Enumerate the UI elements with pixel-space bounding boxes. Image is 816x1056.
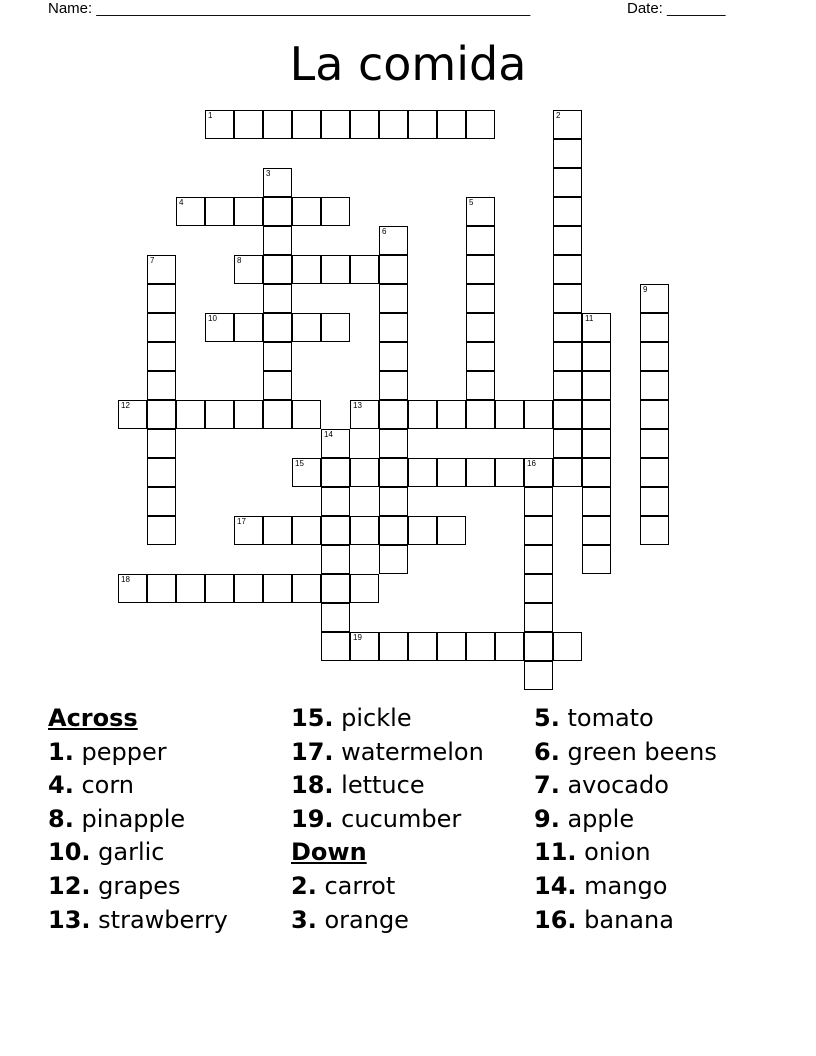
clue-across-17: 17. watermelon: [291, 737, 484, 766]
clue-number: 18: [121, 575, 130, 584]
crossword-cell[interactable]: [292, 516, 321, 545]
crossword-cell[interactable]: [640, 400, 669, 429]
crossword-cell[interactable]: [524, 545, 553, 574]
crossword-cell[interactable]: [118, 574, 147, 603]
crossword-cell[interactable]: [582, 429, 611, 458]
clue-number: 16: [527, 459, 536, 468]
crossword-cell[interactable]: [582, 371, 611, 400]
crossword-cell[interactable]: [379, 313, 408, 342]
clue-number: 4: [179, 198, 184, 207]
crossword-cell[interactable]: [553, 371, 582, 400]
crossword-cell[interactable]: [292, 400, 321, 429]
crossword-cell[interactable]: [582, 545, 611, 574]
crossword-cell[interactable]: [147, 574, 176, 603]
crossword-cell[interactable]: [263, 574, 292, 603]
crossword-cell[interactable]: [524, 574, 553, 603]
clue-across-15: 15. pickle: [291, 704, 412, 732]
crossword-cell[interactable]: [147, 516, 176, 545]
crossword-cell[interactable]: [321, 545, 350, 574]
crossword-cell[interactable]: [321, 516, 350, 545]
crossword-cell[interactable]: [292, 574, 321, 603]
crossword-cell[interactable]: [640, 342, 669, 371]
clue-down-3: 3. orange: [291, 905, 409, 934]
crossword-cell[interactable]: [147, 284, 176, 313]
crossword-cell[interactable]: [553, 313, 582, 342]
crossword-cell[interactable]: [524, 400, 553, 429]
name-blank[interactable]: ____________________________________________________: [96, 0, 531, 17]
crossword-cell[interactable]: [466, 226, 495, 255]
crossword-cell[interactable]: [553, 429, 582, 458]
crossword-cell[interactable]: [553, 255, 582, 284]
crossword-cell[interactable]: [234, 110, 263, 139]
crossword-cell[interactable]: [147, 400, 176, 429]
crossword-cell[interactable]: [582, 342, 611, 371]
crossword-cell[interactable]: [582, 487, 611, 516]
crossword-cell[interactable]: [263, 168, 292, 197]
crossword-cell[interactable]: [176, 400, 205, 429]
crossword-cell[interactable]: [524, 632, 553, 661]
clue-across-10: 10. garlic: [48, 838, 165, 867]
clue-number: 11: [585, 314, 594, 323]
crossword-cell[interactable]: [379, 110, 408, 139]
crossword-cell[interactable]: [321, 197, 350, 226]
crossword-cell[interactable]: [292, 110, 321, 139]
crossword-cell[interactable]: [524, 487, 553, 516]
clue-down-2: 2. carrot: [291, 871, 396, 900]
crossword-cell[interactable]: [437, 516, 466, 545]
crossword-cell[interactable]: [495, 458, 524, 487]
crossword-cell[interactable]: [553, 139, 582, 168]
crossword-cell[interactable]: [234, 574, 263, 603]
crossword-cell[interactable]: [640, 487, 669, 516]
crossword-cell[interactable]: [147, 342, 176, 371]
crossword-cell[interactable]: [466, 255, 495, 284]
crossword-cell[interactable]: [234, 516, 263, 545]
clue-down-6: 6. green beens: [534, 737, 717, 766]
crossword-cell[interactable]: [379, 400, 408, 429]
crossword-cell[interactable]: [147, 458, 176, 487]
crossword-cell[interactable]: [321, 110, 350, 139]
crossword-cell[interactable]: [263, 110, 292, 139]
crossword-cell[interactable]: [292, 313, 321, 342]
clue-number: 14: [324, 430, 333, 439]
crossword-cell[interactable]: [118, 400, 147, 429]
crossword-cell[interactable]: [582, 400, 611, 429]
crossword-cell[interactable]: [292, 197, 321, 226]
name-label: Name:: [48, 0, 97, 17]
crossword-cell[interactable]: [263, 255, 292, 284]
clue-number: 6: [382, 227, 387, 236]
crossword-cell[interactable]: [408, 458, 437, 487]
clue-across-1: 1. pepper: [48, 737, 167, 766]
clue-across-18: 18. lettuce: [291, 771, 425, 800]
crossword-cell[interactable]: [553, 110, 582, 139]
down-heading: Down: [291, 838, 367, 867]
crossword-cell[interactable]: [321, 632, 350, 661]
clue-number: 1: [208, 111, 213, 120]
crossword-cell[interactable]: [582, 313, 611, 342]
crossword-cell[interactable]: [466, 342, 495, 371]
crossword-cell[interactable]: [379, 632, 408, 661]
crossword-cell[interactable]: [379, 371, 408, 400]
clue-number: 8: [237, 256, 242, 265]
crossword-cell[interactable]: [553, 400, 582, 429]
crossword-cell[interactable]: [350, 574, 379, 603]
clue-number: 19: [353, 633, 362, 642]
crossword-cell[interactable]: [321, 313, 350, 342]
crossword-cell[interactable]: [321, 487, 350, 516]
crossword-cell[interactable]: [437, 110, 466, 139]
crossword-cell[interactable]: [147, 371, 176, 400]
crossword-cell[interactable]: [553, 632, 582, 661]
crossword-cell[interactable]: [263, 400, 292, 429]
crossword-cell[interactable]: [553, 342, 582, 371]
crossword-cell[interactable]: [553, 168, 582, 197]
crossword-cell[interactable]: [350, 458, 379, 487]
crossword-cell[interactable]: [263, 516, 292, 545]
crossword-cell[interactable]: [350, 632, 379, 661]
crossword-cell[interactable]: [553, 458, 582, 487]
crossword-cell[interactable]: [408, 516, 437, 545]
crossword-cell[interactable]: [553, 284, 582, 313]
crossword-cell[interactable]: [147, 429, 176, 458]
crossword-cell[interactable]: [524, 458, 553, 487]
crossword-cell[interactable]: [379, 516, 408, 545]
clue-number: 12: [121, 401, 130, 410]
crossword-cell[interactable]: [379, 429, 408, 458]
crossword-cell[interactable]: [437, 400, 466, 429]
crossword-cell[interactable]: [147, 487, 176, 516]
crossword-cell[interactable]: [234, 197, 263, 226]
clue-number: 2: [556, 111, 561, 120]
crossword-cell[interactable]: [437, 632, 466, 661]
crossword-cell[interactable]: [321, 458, 350, 487]
crossword-cell[interactable]: [234, 313, 263, 342]
crossword-cell[interactable]: [379, 545, 408, 574]
crossword-cell[interactable]: [466, 110, 495, 139]
clue-number: 17: [237, 517, 246, 526]
crossword-cell[interactable]: [205, 574, 234, 603]
crossword-cell[interactable]: [263, 284, 292, 313]
crossword-cell[interactable]: [553, 226, 582, 255]
crossword-cell[interactable]: [408, 400, 437, 429]
clue-down-9: 9. apple: [534, 804, 635, 833]
clue-number: 15: [295, 459, 304, 468]
clue-number: 10: [208, 314, 217, 323]
crossword-cell[interactable]: [437, 458, 466, 487]
crossword-cell[interactable]: [205, 197, 234, 226]
crossword-cell[interactable]: [466, 313, 495, 342]
crossword-cell[interactable]: [640, 313, 669, 342]
crossword-cell[interactable]: [524, 603, 553, 632]
clue-down-14: 14. mango: [534, 871, 668, 900]
crossword-cell[interactable]: [263, 313, 292, 342]
crossword-cell[interactable]: [524, 516, 553, 545]
clue-down-11: 11. onion: [534, 838, 651, 867]
crossword-cell[interactable]: [466, 400, 495, 429]
crossword-cell[interactable]: [553, 197, 582, 226]
crossword-cell[interactable]: [147, 313, 176, 342]
crossword-cell[interactable]: [263, 342, 292, 371]
crossword-cell[interactable]: [408, 110, 437, 139]
clue-down-16: 16. banana: [534, 905, 674, 934]
crossword-cell[interactable]: [321, 574, 350, 603]
crossword-cell[interactable]: [234, 400, 263, 429]
crossword-cell[interactable]: [379, 255, 408, 284]
crossword-cell[interactable]: [466, 197, 495, 226]
clue-number: 3: [266, 169, 271, 178]
clue-across-8: 8. pinapple: [48, 804, 186, 833]
crossword-cell[interactable]: [466, 632, 495, 661]
crossword-cell[interactable]: [379, 342, 408, 371]
crossword-cell[interactable]: [263, 371, 292, 400]
crossword-cell[interactable]: [234, 255, 263, 284]
crossword-cell[interactable]: [582, 458, 611, 487]
crossword-cell[interactable]: [263, 197, 292, 226]
clue-down-7: 7. avocado: [534, 771, 669, 800]
clue-column-1: [48, 702, 228, 937]
crossword-cell[interactable]: [292, 255, 321, 284]
crossword-cell[interactable]: [292, 458, 321, 487]
crossword-cell[interactable]: [640, 371, 669, 400]
crossword-cell[interactable]: [350, 400, 379, 429]
crossword-cell[interactable]: [466, 371, 495, 400]
crossword-cell[interactable]: [350, 516, 379, 545]
crossword-cell[interactable]: [640, 458, 669, 487]
clue-across-19: 19. cucumber: [291, 804, 462, 833]
crossword-cell[interactable]: [640, 284, 669, 313]
crossword-cell[interactable]: [495, 400, 524, 429]
clue-column-3: [534, 702, 717, 937]
crossword-cell[interactable]: [524, 661, 553, 690]
clue-across-13: 13. strawberry: [48, 905, 228, 934]
crossword-cell[interactable]: [147, 255, 176, 284]
clue-number: 9: [643, 285, 648, 294]
crossword-cell[interactable]: [379, 458, 408, 487]
crossword-cell[interactable]: [379, 487, 408, 516]
crossword-cell[interactable]: [350, 255, 379, 284]
crossword-cell[interactable]: [176, 197, 205, 226]
date-blank[interactable]: _______: [667, 0, 726, 17]
crossword-cell[interactable]: [640, 516, 669, 545]
crossword-cell[interactable]: [640, 429, 669, 458]
crossword-cell[interactable]: [321, 255, 350, 284]
date-label: Date:: [627, 0, 668, 17]
clue-number: 5: [469, 198, 474, 207]
crossword-cell[interactable]: [466, 284, 495, 313]
crossword-cell[interactable]: [205, 400, 234, 429]
crossword-cell[interactable]: [205, 313, 234, 342]
crossword-cell[interactable]: [408, 632, 437, 661]
crossword-cell[interactable]: [321, 603, 350, 632]
crossword-cell[interactable]: [263, 226, 292, 255]
clue-number: 7: [150, 256, 155, 265]
crossword-cell[interactable]: [379, 284, 408, 313]
crossword-cell[interactable]: [379, 226, 408, 255]
clue-across-12: 12. grapes: [48, 871, 181, 900]
clue-down-5: 5. tomato: [534, 704, 654, 732]
across-heading: Across: [48, 704, 138, 732]
crossword-cell[interactable]: [495, 632, 524, 661]
crossword-cell[interactable]: [321, 429, 350, 458]
crossword-cell[interactable]: [205, 110, 234, 139]
crossword-cell[interactable]: [582, 516, 611, 545]
crossword-cell[interactable]: [466, 458, 495, 487]
crossword-cell[interactable]: [176, 574, 205, 603]
page-title: La comida: [289, 37, 527, 91]
clue-across-4: 4. corn: [48, 771, 135, 800]
clue-number: 13: [353, 401, 362, 410]
clue-column-2: [291, 702, 484, 937]
crossword-cell[interactable]: [350, 110, 379, 139]
